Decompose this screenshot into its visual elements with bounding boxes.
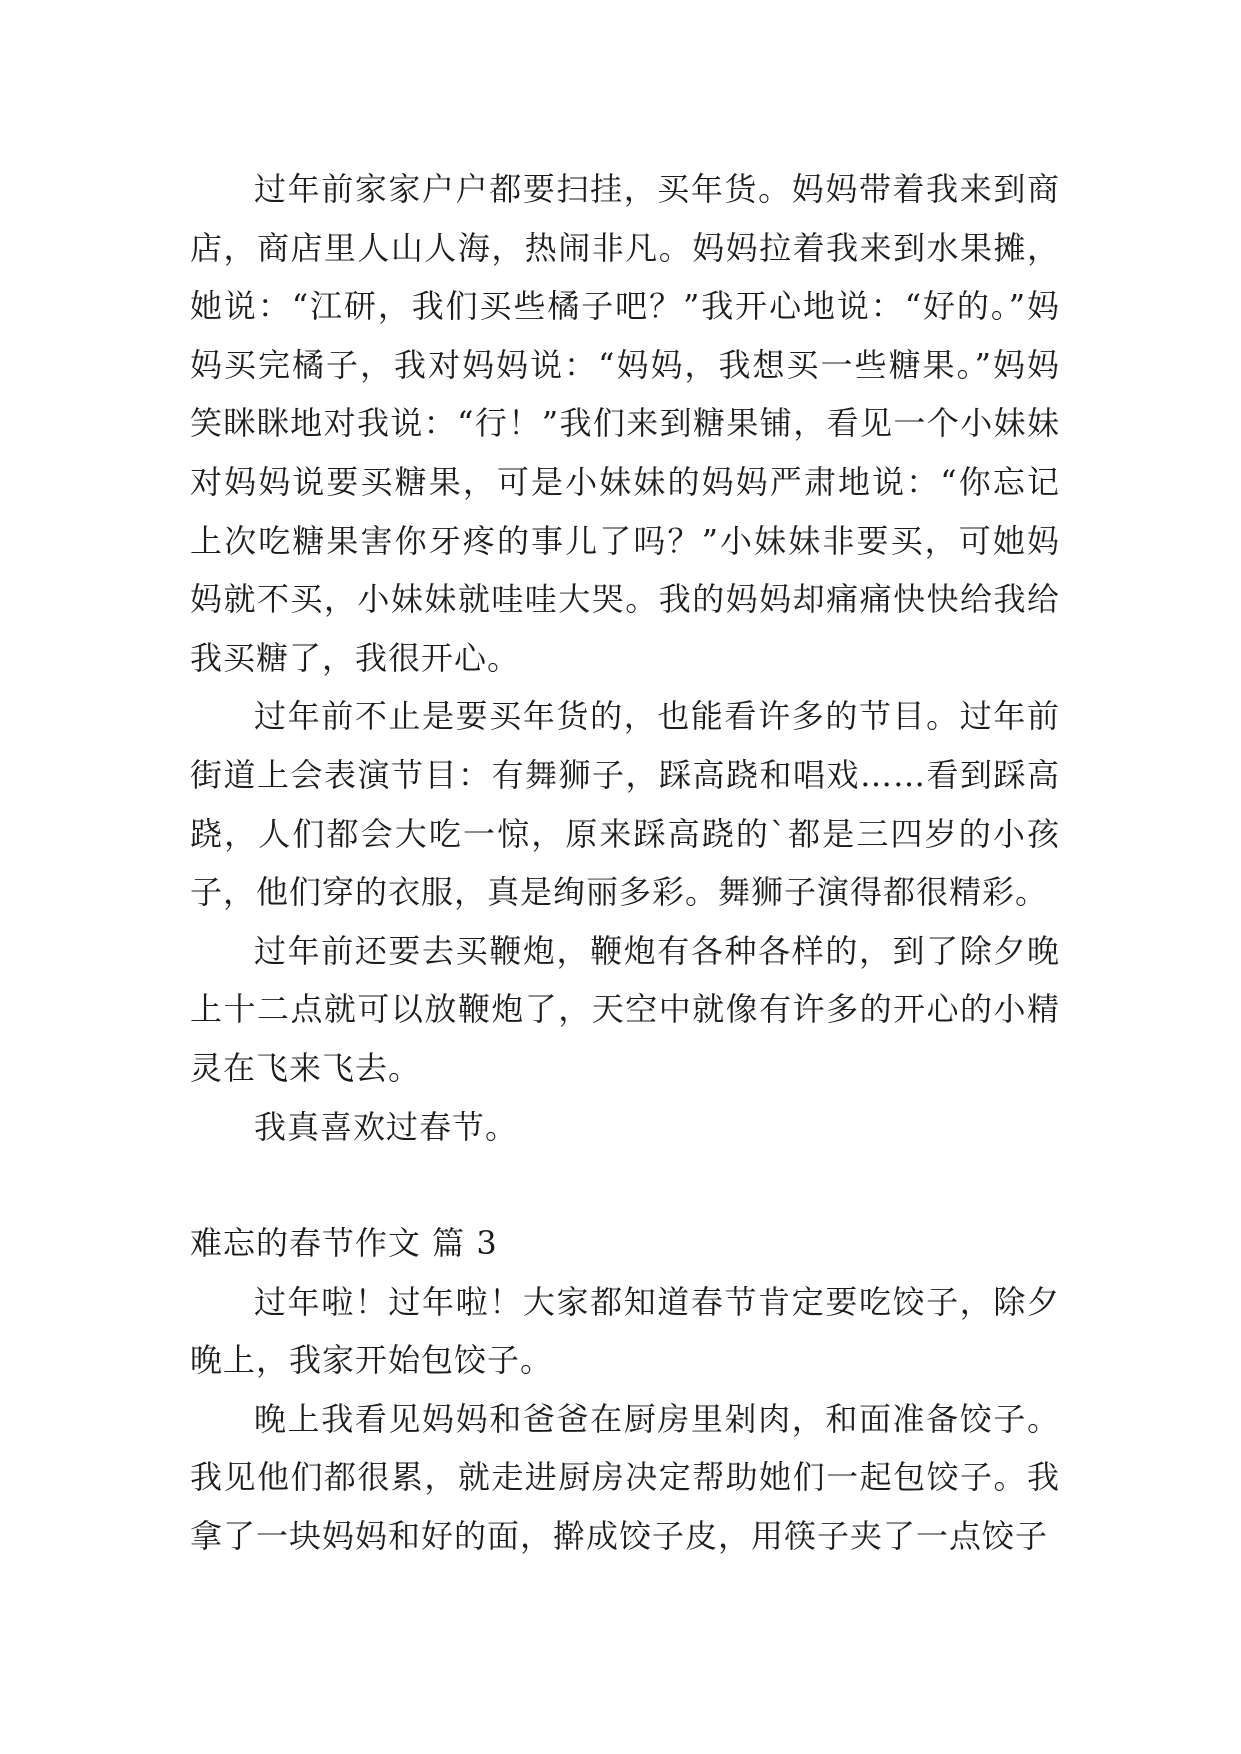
paragraph-performances: 过年前不止是要买年货的，也能看许多的节目。过年前街道上会表演节目：有舞狮子，踩高跷和唱戏……看到踩高跷，人们都会大吃一惊，原来踩高跷的`都是三四岁的小孩子，他们穿的衣服，真是绚丽多彩。舞狮子演得都很精彩。 [190,697,1060,912]
paragraph-dumplings-making: 晚上我看见妈妈和爸爸在厨房里剁肉，和面准备饺子。我见他们都很累，就走进厨房决定帮助她们一起包饺子。我拿了一块妈妈和好的面，擀成饺子皮，用筷子夹了一点饺子 [190,1399,1060,1556]
section-heading: 难忘的春节作文 篇 3 [190,1224,498,1263]
paragraph-firecrackers: 过年前还要去买鞭炮，鞭炮有各种各样的，到了除夕晚上十二点就可以放鞭炮了，天空中就像有许多的开心的小精灵在飞来飞去。 [190,931,1060,1087]
paragraph-conclusion: 我真喜欢过春节。 [254,1107,519,1146]
section-spacer [190,1156,1060,1214]
document-body [190,160,1060,1566]
paragraph-shopping: 过年前家家户户都要扫挂，买年货。妈妈带着我来到商店，商店里人山人海，热闹非凡。妈妈拉着我来到水果摊，她说：“江研，我们买些橘子吧？”我开心地说：“好的。”妈妈买完橘子，我对妈妈说：“妈妈，我想买一些糖果。”妈妈笑眯眯地对我说：“行！”我们来到糖果铺，看见一个小妹妹对妈妈说要买糖果，可是小妹妹的妈妈严肃地说：“你忘记上次吃糖果害你牙疼的事儿了吗？”小妹妹非要买，可她妈妈就不买，小妹妹就哇哇大哭。我的妈妈却痛痛快快给我给我买糖了，我很开心。 [190,170,1060,677]
paragraph-dumplings-intro: 过年啦！过年啦！大家都知道春节肯定要吃饺子，除夕晚上，我家开始包饺子。 [190,1282,1060,1380]
